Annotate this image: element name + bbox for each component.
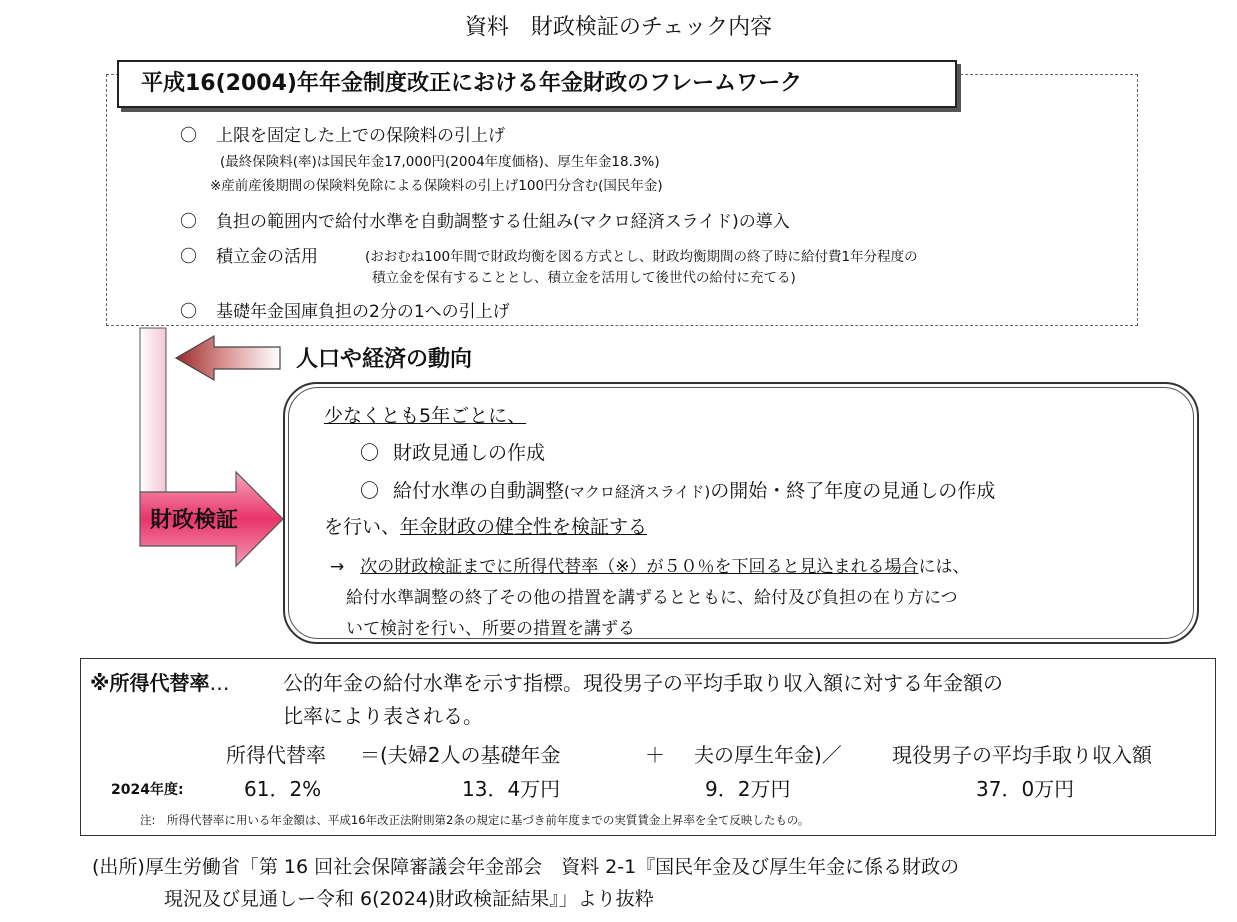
bullet-circle-icon: 〇 <box>180 126 197 146</box>
ratio-label-text: ※所得代替率 <box>90 671 210 695</box>
ratio-label-dots: … <box>209 671 230 695</box>
framework-item-2-text: 負担の範囲内で給付水準を自動調整する仕組み(マクロ経済スライド)の導入 <box>216 212 790 232</box>
formula-plus: ＋ <box>645 743 665 767</box>
framework-item-1-sub-1: (最終保険料(率)は国民年金17,000円(2004年度価格)、厚生年金18.3%) <box>220 154 660 170</box>
verify-item-2-text-c: の開始・終了年度の見通しの作成 <box>710 480 996 502</box>
framework-item-1-sub-2: ※産前産後期間の保険料免除による保険料の引上げ100円分含む(国民年金) <box>210 178 663 194</box>
source-line-1: (出所)厚生労働省「第 16 回社会保障審議会年金部会 資料 2-1『国民年金及び厚生年金に係る財政の <box>92 856 960 878</box>
right-arrow-glyph-icon: → <box>330 557 345 577</box>
framework-item-3-text: 積立金の活用 <box>216 247 318 267</box>
verify-item-2-text-a: 給付水準の自動調整 <box>393 480 565 502</box>
framework-item-3-sub-1: (おおむね100年間で財政均衡を図る方式とし、財政均衡期間の終了時に給付費1年分程度の <box>365 249 918 265</box>
page-title: 資料 財政検証のチェック内容 <box>464 15 773 40</box>
verify-item-1-text: 財政見通しの作成 <box>393 442 546 464</box>
bullet-circle-icon: 〇 <box>360 480 380 502</box>
left-arrow-icon <box>176 336 280 380</box>
framework-header: 平成16(2004)年年金制度改正における年金財政のフレームワーク <box>117 60 957 108</box>
framework-item-1-text: 上限を固定した上での保険料の引上げ <box>216 126 505 146</box>
formula-lhs: 所得代替率 <box>226 743 326 767</box>
verify-item-2-text-b: (マクロ経済スライド) <box>564 483 711 501</box>
trend-label: 人口や経済の動向 <box>296 347 473 372</box>
year-label: 2024年度: <box>111 782 184 798</box>
ratio-desc-2: 比率により表される。 <box>283 704 483 728</box>
verify-note-3: いて検討を行い、所要の措置を講ずる <box>346 619 635 639</box>
source-line-2: 現況及び見通しー令和 6(2024)財政検証結果』」より抜粋 <box>164 888 654 910</box>
verify-note-1-a: 次の財政検証までに所得代替率（※）が５０％を下回ると見込まれる場合 <box>360 557 919 577</box>
bullet-circle-icon: 〇 <box>180 247 197 267</box>
value-employee-pension: 9．2万円 <box>705 777 791 801</box>
bullet-circle-icon: 〇 <box>180 212 197 232</box>
bullet-circle-icon: 〇 <box>360 442 380 464</box>
formula-rhs: 現役男子の平均手取り収入額 <box>892 743 1152 767</box>
verify-note-2: 給付水準調整の終了その他の措置を講ずるとともに、給付及び負担の在り方につ <box>346 588 958 608</box>
verify-line-1: 少なくとも5年ごとに、 <box>324 405 527 427</box>
value-ratio: 61．2% <box>244 777 322 801</box>
value-basic-pension: 13．4万円 <box>462 777 561 801</box>
ratio-label <box>90 667 229 696</box>
verify-item-1 <box>360 438 545 465</box>
formula-mid: 夫の厚生年金)／ <box>694 743 842 767</box>
ratio-note: 注: 所得代替率に用いる年金額は、平成16年改正法附則第2条の規定に基づき前年度までの実質賃金上昇率を全て反映したもの。 <box>140 813 810 827</box>
formula-eq: ＝(夫婦2人の基礎年金 <box>360 743 561 767</box>
verify-line-4 <box>324 512 647 539</box>
value-income: 37．0万円 <box>976 777 1075 801</box>
verify-line-4-b: 年金財政の健全性を検証する <box>400 516 648 538</box>
framework-item-3-sub-2: 積立金を保有することとし、積立金を活用して後世代の給付に充てる) <box>372 270 796 286</box>
verify-note-1-b: には、 <box>918 557 970 577</box>
verify-label: 財政検証 <box>150 508 239 533</box>
ratio-desc-1: 公的年金の給付水準を示す指標。現役男子の平均手取り収入額に対する年金額の <box>283 671 1003 695</box>
verify-note-1 <box>330 552 970 577</box>
connector-bar <box>140 328 166 492</box>
verify-line-4-a: を行い、 <box>324 516 401 538</box>
framework-item-4-text: 基礎年金国庫負担の2分の1への引上げ <box>216 302 510 322</box>
verify-item-2 <box>360 476 995 503</box>
bullet-circle-icon: 〇 <box>180 302 197 322</box>
